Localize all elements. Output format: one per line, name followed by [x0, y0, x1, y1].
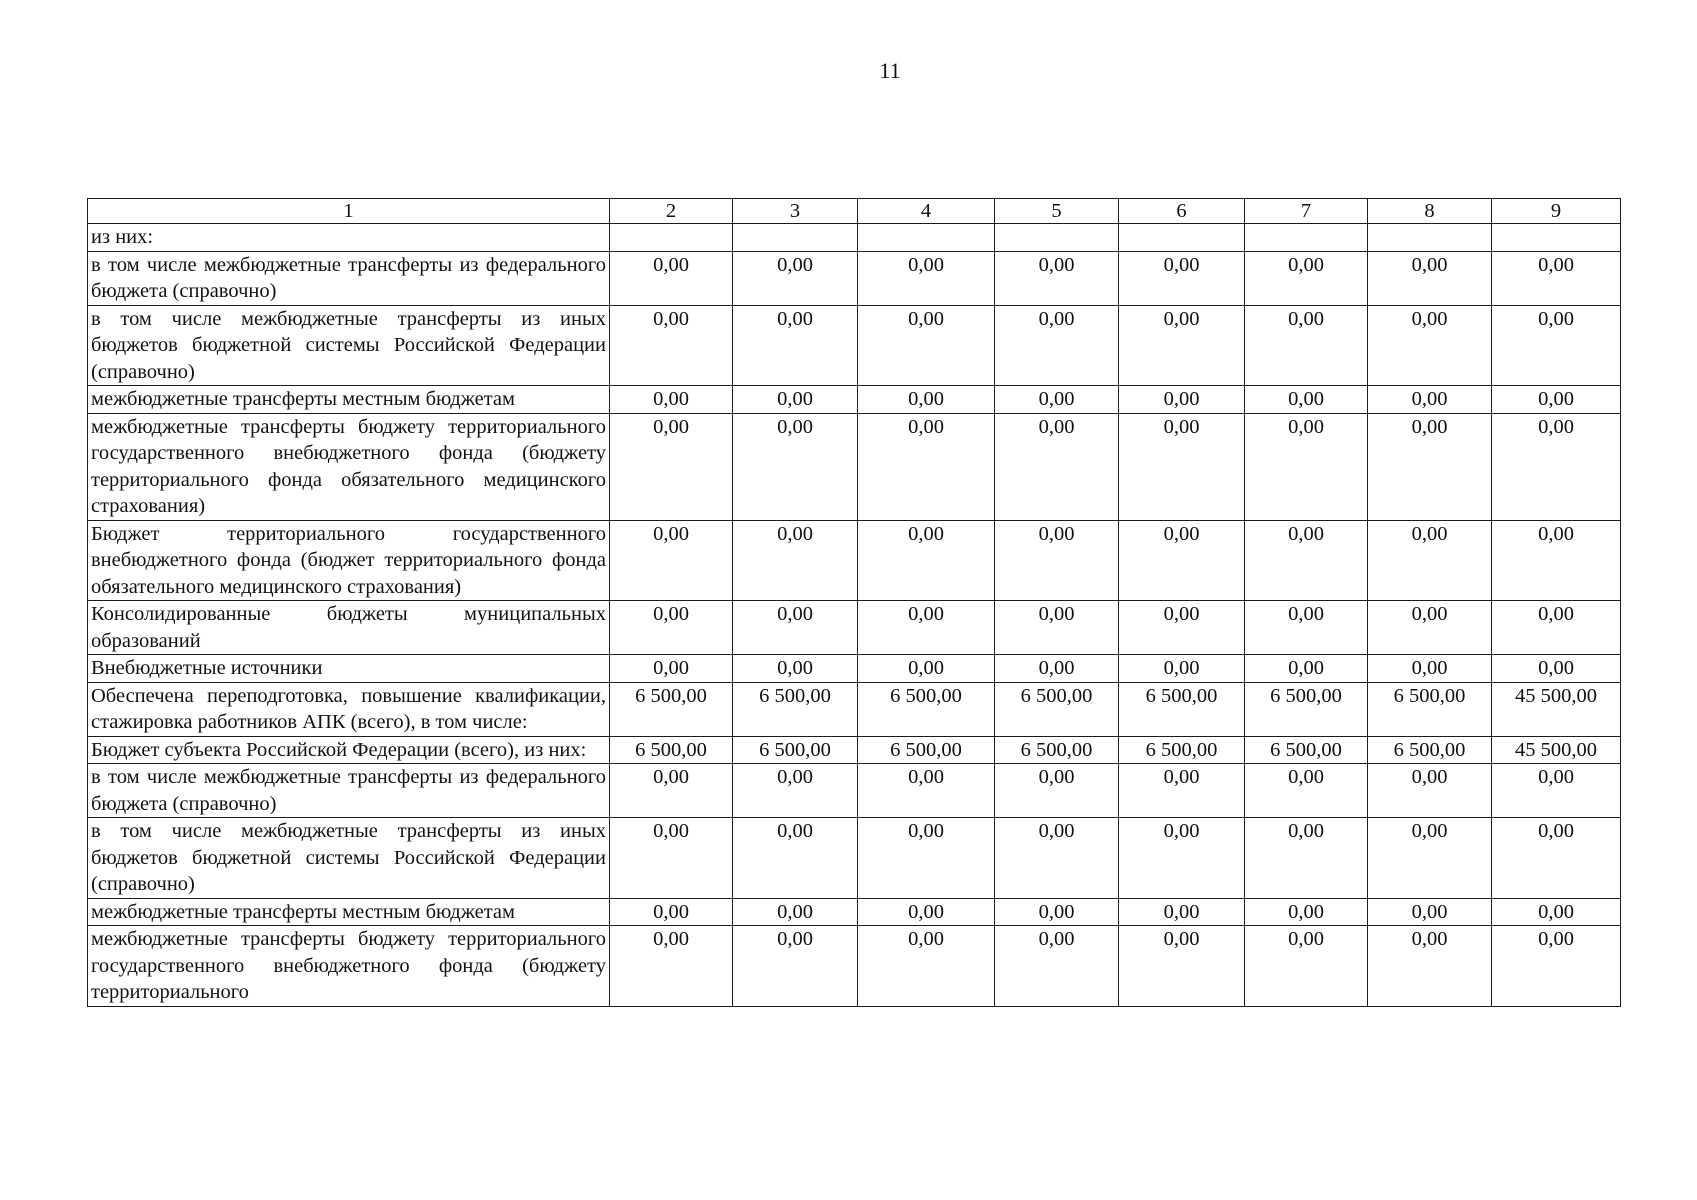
value-cell: 0,00 [1492, 898, 1621, 926]
value-cell: 0,00 [1245, 601, 1368, 655]
value-cell: 0,00 [1368, 305, 1492, 386]
value-cell: 0,00 [1245, 413, 1368, 520]
value-cell: 0,00 [1245, 898, 1368, 926]
value-cell: 0,00 [1119, 926, 1245, 1007]
value-cell: 0,00 [610, 926, 733, 1007]
value-cell: 0,00 [1119, 305, 1245, 386]
table-row [88, 413, 1621, 520]
value-cell: 0,00 [858, 764, 995, 818]
value-cell: 0,00 [1368, 764, 1492, 818]
value-cell: 0,00 [995, 601, 1119, 655]
value-cell: 0,00 [1119, 520, 1245, 601]
value-cell: 0,00 [733, 926, 858, 1007]
value-cell: 0,00 [858, 305, 995, 386]
row-label: Внебюджетные источники [88, 655, 610, 683]
table-row [88, 682, 1621, 736]
table-row [88, 520, 1621, 601]
column-header: 6 [1119, 199, 1245, 224]
value-cell: 0,00 [1119, 764, 1245, 818]
value-cell: 0,00 [995, 898, 1119, 926]
value-cell [610, 224, 733, 252]
value-cell: 0,00 [1245, 386, 1368, 414]
value-cell: 0,00 [610, 764, 733, 818]
value-cell: 6 500,00 [995, 736, 1119, 764]
value-cell: 0,00 [733, 818, 858, 899]
row-label: из них: [88, 224, 610, 252]
value-cell: 0,00 [1368, 520, 1492, 601]
budget-table [87, 198, 1621, 1007]
value-cell: 0,00 [1492, 655, 1621, 683]
value-cell: 6 500,00 [1119, 736, 1245, 764]
column-header: 3 [733, 199, 858, 224]
value-cell: 6 500,00 [995, 682, 1119, 736]
value-cell: 0,00 [1245, 655, 1368, 683]
value-cell: 0,00 [1119, 413, 1245, 520]
value-cell: 0,00 [1492, 764, 1621, 818]
value-cell: 0,00 [858, 386, 995, 414]
value-cell: 0,00 [858, 520, 995, 601]
value-cell [995, 224, 1119, 252]
value-cell: 0,00 [1492, 818, 1621, 899]
value-cell: 0,00 [858, 601, 995, 655]
value-cell: 0,00 [733, 386, 858, 414]
value-cell: 0,00 [733, 764, 858, 818]
value-cell: 0,00 [995, 305, 1119, 386]
row-label: в том числе межбюджетные трансферты из федерального бюджета (справочно) [88, 764, 610, 818]
value-cell: 0,00 [995, 926, 1119, 1007]
value-cell: 0,00 [733, 601, 858, 655]
value-cell: 6 500,00 [610, 682, 733, 736]
value-cell: 0,00 [858, 655, 995, 683]
value-cell: 0,00 [1245, 818, 1368, 899]
value-cell: 0,00 [1368, 898, 1492, 926]
value-cell: 0,00 [610, 818, 733, 899]
value-cell: 0,00 [610, 251, 733, 305]
value-cell: 45 500,00 [1492, 682, 1621, 736]
table-header [88, 199, 1621, 224]
table-row [88, 818, 1621, 899]
value-cell: 0,00 [995, 251, 1119, 305]
value-cell: 6 500,00 [1245, 736, 1368, 764]
value-cell: 0,00 [1368, 251, 1492, 305]
value-cell: 0,00 [610, 898, 733, 926]
table-row [88, 224, 1621, 252]
value-cell: 0,00 [610, 520, 733, 601]
value-cell: 0,00 [1368, 655, 1492, 683]
value-cell: 0,00 [610, 601, 733, 655]
table-row [88, 926, 1621, 1007]
value-cell: 0,00 [1245, 926, 1368, 1007]
value-cell: 45 500,00 [1492, 736, 1621, 764]
row-label: Бюджет территориального государственного внебюджетного фонда (бюджет территориального фонда обязательного медицинского страхования) [88, 520, 610, 601]
table-row [88, 736, 1621, 764]
value-cell: 0,00 [1245, 305, 1368, 386]
value-cell: 0,00 [1492, 413, 1621, 520]
value-cell: 0,00 [995, 520, 1119, 601]
row-label: межбюджетные трансферты местным бюджетам [88, 898, 610, 926]
value-cell: 0,00 [610, 386, 733, 414]
table-row [88, 764, 1621, 818]
value-cell: 0,00 [1492, 520, 1621, 601]
column-header: 8 [1368, 199, 1492, 224]
value-cell: 0,00 [995, 818, 1119, 899]
row-label: в том числе межбюджетные трансферты из федерального бюджета (справочно) [88, 251, 610, 305]
table-row [88, 251, 1621, 305]
row-label: в том числе межбюджетные трансферты из иных бюджетов бюджетной системы Российской Федерации (справочно) [88, 818, 610, 899]
page-number: 11 [879, 58, 901, 83]
value-cell: 0,00 [1245, 520, 1368, 601]
value-cell: 0,00 [858, 818, 995, 899]
column-header: 2 [610, 199, 733, 224]
value-cell [1368, 224, 1492, 252]
value-cell: 0,00 [995, 413, 1119, 520]
row-label: Консолидированные бюджеты муниципальных образований [88, 601, 610, 655]
table-body [88, 224, 1621, 1007]
value-cell: 0,00 [733, 520, 858, 601]
value-cell: 0,00 [1492, 601, 1621, 655]
value-cell: 0,00 [1368, 926, 1492, 1007]
value-cell: 0,00 [1368, 413, 1492, 520]
value-cell: 0,00 [995, 764, 1119, 818]
column-header: 9 [1492, 199, 1621, 224]
value-cell: 0,00 [1245, 251, 1368, 305]
row-label: Бюджет субъекта Российской Федерации (всего), из них: [88, 736, 610, 764]
value-cell: 0,00 [858, 251, 995, 305]
value-cell: 0,00 [1119, 386, 1245, 414]
table-row [88, 386, 1621, 414]
value-cell: 0,00 [1492, 251, 1621, 305]
row-label: межбюджетные трансферты бюджету территориального государственного внебюджетного фонда (бюджету территориального [88, 926, 610, 1007]
value-cell: 0,00 [1368, 386, 1492, 414]
value-cell: 0,00 [858, 926, 995, 1007]
column-header: 1 [88, 199, 610, 224]
value-cell: 0,00 [858, 413, 995, 520]
value-cell: 0,00 [995, 655, 1119, 683]
value-cell: 6 500,00 [858, 736, 995, 764]
row-label: межбюджетные трансферты бюджету территориального государственного внебюджетного фонда (бюджету территориального фонда обязательного медицинского страхования) [88, 413, 610, 520]
value-cell: 0,00 [1492, 926, 1621, 1007]
value-cell: 0,00 [610, 413, 733, 520]
value-cell: 0,00 [610, 305, 733, 386]
value-cell: 0,00 [1245, 764, 1368, 818]
value-cell: 0,00 [1119, 251, 1245, 305]
value-cell: 6 500,00 [1119, 682, 1245, 736]
value-cell: 6 500,00 [733, 682, 858, 736]
value-cell: 0,00 [733, 898, 858, 926]
value-cell [1492, 224, 1621, 252]
value-cell: 0,00 [1368, 818, 1492, 899]
column-header: 7 [1245, 199, 1368, 224]
value-cell [858, 224, 995, 252]
value-cell: 0,00 [733, 305, 858, 386]
value-cell: 0,00 [733, 655, 858, 683]
row-label: Обеспечена переподготовка, повышение квалификации, стажировка работников АПК (всего), в том числе: [88, 682, 610, 736]
value-cell: 0,00 [858, 898, 995, 926]
value-cell: 0,00 [1119, 898, 1245, 926]
value-cell: 6 500,00 [1368, 736, 1492, 764]
value-cell [733, 224, 858, 252]
value-cell: 0,00 [995, 386, 1119, 414]
table-row [88, 305, 1621, 386]
value-cell: 6 500,00 [610, 736, 733, 764]
value-cell: 0,00 [610, 655, 733, 683]
value-cell: 0,00 [1119, 601, 1245, 655]
value-cell: 6 500,00 [1368, 682, 1492, 736]
column-header: 5 [995, 199, 1119, 224]
value-cell: 0,00 [1368, 601, 1492, 655]
row-label: межбюджетные трансферты местным бюджетам [88, 386, 610, 414]
row-label: в том числе межбюджетные трансферты из иных бюджетов бюджетной системы Российской Федерации (справочно) [88, 305, 610, 386]
value-cell: 0,00 [1492, 386, 1621, 414]
value-cell: 0,00 [733, 251, 858, 305]
value-cell: 0,00 [1119, 655, 1245, 683]
table-row [88, 601, 1621, 655]
value-cell: 6 500,00 [858, 682, 995, 736]
value-cell: 6 500,00 [1245, 682, 1368, 736]
value-cell: 6 500,00 [733, 736, 858, 764]
value-cell [1119, 224, 1245, 252]
table-row [88, 655, 1621, 683]
header-row [88, 199, 1621, 224]
value-cell: 0,00 [1119, 818, 1245, 899]
value-cell: 0,00 [733, 413, 858, 520]
value-cell [1245, 224, 1368, 252]
column-header: 4 [858, 199, 995, 224]
value-cell: 0,00 [1492, 305, 1621, 386]
table-row [88, 898, 1621, 926]
